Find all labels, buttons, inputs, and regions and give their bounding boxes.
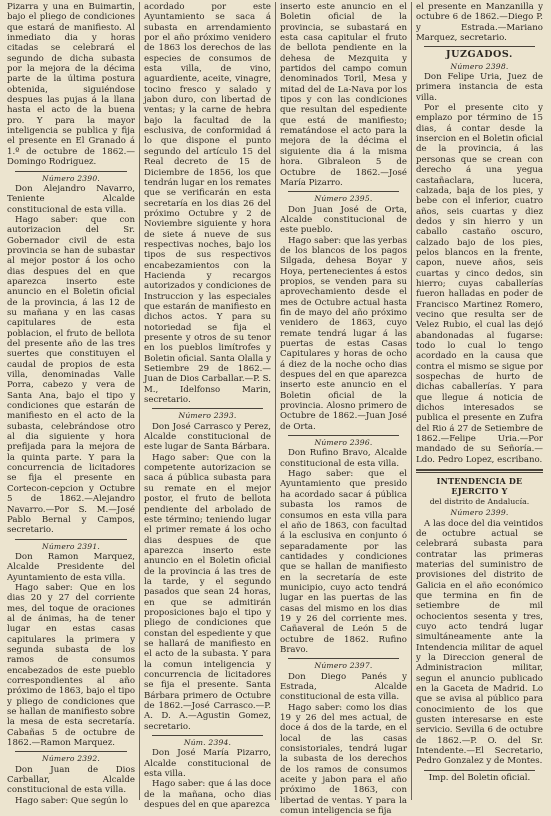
notice-paragraph: el presente en Manzanilla y octubre 6 de 1862.—Diego P. y Estrada.—Mariano Marquez, secretario. [416,2,543,44]
section-heading: INTENDENCIA DE EJERCITO Y [436,476,523,497]
notice-number: Número 2397. [314,661,373,671]
notice-paragraph: Hago saber: Que con la competente autorizacion se saca á pública subasta para su remate en el mejor postor, el fruto de bellota pendiente del arbolado de este término; teniendo lugar el primer remate á los ocho dias despues de que aparezca inserto este anuncio en el Boletin oficial de la provincia á las tres de la tarde, y el segundo pasados que sean 24 horas, en que se admitirán proposiciones bajo el tipo y pliego de condiciones que constan del espediente y que se hallará de manifiesto en el acto de la subasta. Y para la comun inteligencia y concurrencia de licitadores se fija el presente. Santa Bárbara primero de Octubre de 1862.—José Carrasco.—P. A. D. A.—Agustin Gomez, secretario. [144,452,271,732]
notice-number: Número 2399. [450,508,509,518]
separator-rule [424,770,535,771]
text-column-1 [3,2,139,806]
separator-rule [288,435,399,436]
notice-paragraph: Hago saber: que las yerbas de los blancos de los pagos Silgada, dehesa Boyar y Hoya, pertenecientes á estos propios, se venden para su aprovechamiento desde el mes de Octubre actual hasta fin de mayo del año próximo venidero de 1863, cuyo remate tendrá lugar á las puertas de estas Casas Capitulares y horas de ocho á diez de la noche ocho dias despues del en que aparezca inserto este anuncio en el Boletin oficial de la provincia. Alosno primero de Octubre de 1862.—Juan José de Orta. [280,235,407,432]
notice-paragraph: Hago saber: Que según lo [15,795,128,806]
notice-paragraph: Hago saber: que el Ayuntamiento que presido ha acordado sacar á pública subasta los ramos de consumos en esta villa para el año de 1863, con facultad á la esclusiva en conjunto ó separadamente por las cantidades y condiciones que se hallan de manifiesto en la secretaría de este municipio, cuyo acto tendrá lugar en las puertas de las casas del mismo en los dias 19 y 26 del corriente mes. Cañaveral de León 5 de octubre de 1862. Rufino Bravo. [280,469,407,655]
text-column-2 [139,2,275,811]
notice-number: Número 2393. [178,411,237,421]
notice-number: Número 2395. [314,194,373,204]
separator-rule [152,735,263,736]
text-column-3 [275,2,411,816]
separator-rule [288,658,399,659]
notice-paragraph: Hago saber: que á las doce de la mañana, ocho dias despues del en que aparezca [144,779,271,811]
separator-rule [152,408,263,409]
notice-paragraph: acordado por este Ayuntamiento se saca á subasta en arrendamiento por el año próximo venidero de 1863 los derechos de las especies de consumos de esta villa, de vino, aguardiente, aceite, vinagre, tocino fresco y salado y jabon duro, con libertad de ventas; y la carne de hebra bajo la facultad de la esclusiva, de conformidad á lo que dispone el punto segundo del artículo 15 del Real decreto de 15 de Diciembre de 1856, los que tendrán lugar en los remates que se verificarán en esta secretaría en los dias 26 del próximo Octubre y 2 de Noviembre siguiente y hora de siete á nueve de sus respectivas noches, bajo los tipos de sus respectivos encabezamientos con la Hacienda y recargos autorizados y condiciones de Instruccion y las especiales que estarán de manifiesto en dichos actos. Y para su notoriedad se fija el presente y otros de su tenor en los pueblos limítrofes y Boletin oficial. Santa Olalla y Setiembre 29 de 1862.—Juan de Dios Carballar.—P. S. M., Idelfonso Marin, secretario. [144,2,271,406]
notice-number: Número 2392. [42,754,100,764]
notice-number: Núm. 2394. [183,738,232,748]
notice-paragraph: Don José María Pizarro, Alcalde constitucional de esta villa. [144,748,271,780]
notice-number: Número 2390. [42,173,100,183]
notice-paragraph: inserto este anuncio en el Boletin oficial de la provincia, se subastará en esta casa capitular el fruto de bellota pendiente en la dehesa de Mezquita y partidos del campo comun denominados Toril, Mesa y mitad del de La-Nava por los tipos y con las condiciones que resultan del espediente que está de manifiesto; rematándose el acto para la mejora de la décima el siguiente dia á la misma hora. Gibraleon 5 de Octubre de 1862.—José María Pizarro. [280,2,407,188]
separator-rule [15,539,127,540]
notice-paragraph: Don José Carrasco y Perez, Alcalde constitucional de este lugar de Santa Bárbara. [144,421,271,453]
notice-paragraph: Don Ramon Marquez, Alcalde Presidente del Ayuntamiento de esta villa. [7,551,135,583]
notice-paragraph: Don Alejandro Navarro, Teniente Alcalde constitucional de esta villa. [7,183,135,215]
notice-paragraph: A las doce del dia veintidos de octubre actual se celebrará subasta para contratar las primeras materias del suministro de provisiones del distrito de Galicia en el año económico que termina en fin de setiembre de mil ochocientos sesenta y tres, cuyo acto tendrá lugar simultáneamente ante la Intendencia militar de aquel y la Direccion general de Administracion militar, segun el anuncio publicado en la Gaceta de Madrid. Lo que se avisa al público para conocimiento de los que gusten interesarse en este servicio. Sevilla 6 de octubre de 1862.—P. O. del Sr. Intendente.—El Secretario, Pedro Gonzalez y de Montes. [416,518,543,767]
separator-rule [288,191,399,192]
notice-paragraph: Don Juan José de Orta, Alcalde constitucional de este pueblo. [280,204,407,236]
notice-paragraph: Imp. del Boletin oficial. [428,772,531,783]
notice-paragraph: Don Rufino Bravo, Alcalde constitucional de esta villa. [280,448,407,469]
notice-number: Número 2391. [42,541,100,551]
section-subheading: del distrito de Andalucía. [429,496,530,506]
separator-rule [424,46,535,47]
notice-paragraph: Por el presente cito y emplazo por término de 15 dias, á contar desde la insercion en el Boletin oficial de la provincia, á las personas que se crean con derecho á una yegua castañaclara, lucera, calzada, baja de los pies, y bebe con el inferior, cuatro años, seis cuartas y diez dedos y sin hierro y un caballo castaño oscuro, calzado bajo de los pies, pelos blancos en la frente, capon, nueve años, seis cuartas y cinco dedos, sin hierro; cuyas caballerías fueron halladas en poder de Francisco Martinez Romero, vecino que resulta ser de Velez Rubio, el cual las dejó abandonadas al fugarse: todo lo cual lo tengo acordado en la causa que contra el mismo se sigue por sospechas de hurto de dichas caballerías. Y para que llegue á noticia de dichos interesados se publica el presente en Zufra del Rio á 27 de Setiembre de 1862.—Felipe Uria.—Por mandado de su Señoría.—Ldo. Pedro Lopez, escribano. [416,103,543,465]
notice-paragraph: Hago saber: como los dias 19 y 26 del mes actual, de doce á dos de la tarde, en el local de las casas consistoriales, tendrá lugar la subasta de los derechos de los ramos de consumos aceite y jabon para el año próximo de 1863, con libertad de ventas. Y para la comun inteligencia se fija [280,702,407,816]
notice-number: Número 2396. [314,438,373,448]
notice-paragraph: Hago saber: que con autorizacion del Sr. Gobernador civil de esta provincia se han de subastar al mejor postor á los ocho dias despues del en que aparezca inserto este anuncio en el Boletin oficial de la provincia, á las 12 de su mañana y en las casas capitulares de esta poblacion, el fruto de bellota del presente año de las tres suertes que constituyen el caudal de propios de esta villa, denominadas Valle Porra, cabezo y vera de Santa Ana, bajo el tipo y condiciones que estarán de manifiesto en el acto de la subasta, celebrándose otro al dia siguiente y hora prefijada para la mejora de la quinta parte. Y para la concurrencia de licitadores se fija el presente en Cortecon-cepcion y Octubre 5 de 1862.—Alejandro Navarro.—Por S. M.—José Pablo Bernal y Campos, secretario. [7,214,135,536]
notice-paragraph: Hago saber: Que en los dias 20 y 27 del corriente mes, del toque de oraciones al de ánimas, ha de tener lugar en estas casas capitulares la primera y segunda subasta de los ramos de consumos encabezados de este pueblo correspondientes al año próximo de 1863, bajo el tipo y pliego de condiciones que se hallan de manifiesto sobre la mesa de esta secretaría. Cabañas 5 de octubre de 1862.—Ramon Marquez. [7,582,135,749]
section-divider [416,469,543,473]
notice-paragraph: Pizarra y una en Buimartin, bajo el pliego de condiciones que estará de manifiesto. Al inmediato dia y horas citadas se celebrará el segundo de dicha subasta por la mejora de la décima parte de la última postura obtenida, siguiéndose despues las pujas á la llana hasta el acto de la buena pro. Y para la mayor inteligencia se publica y fija el presente en El Granado á 1.º de octubre de 1862.—Domingo Rodriguez. [7,2,135,168]
separator-rule [15,171,127,172]
notice-paragraph: Don Juan de Dios Carballar, Alcalde constitucional de esta villa. [7,764,135,796]
notice-number: Número 2398. [450,61,509,71]
notice-paragraph: Don Diego Panés y Estrada, Alcalde constitucional de esta villa. [280,671,407,703]
section-heading: JUZGADOS. [446,49,513,61]
separator-rule [15,751,127,752]
text-column-4 [411,2,547,800]
notice-paragraph: Don Felipe Uria, Juez de primera instancia de esta villa. [416,72,543,103]
